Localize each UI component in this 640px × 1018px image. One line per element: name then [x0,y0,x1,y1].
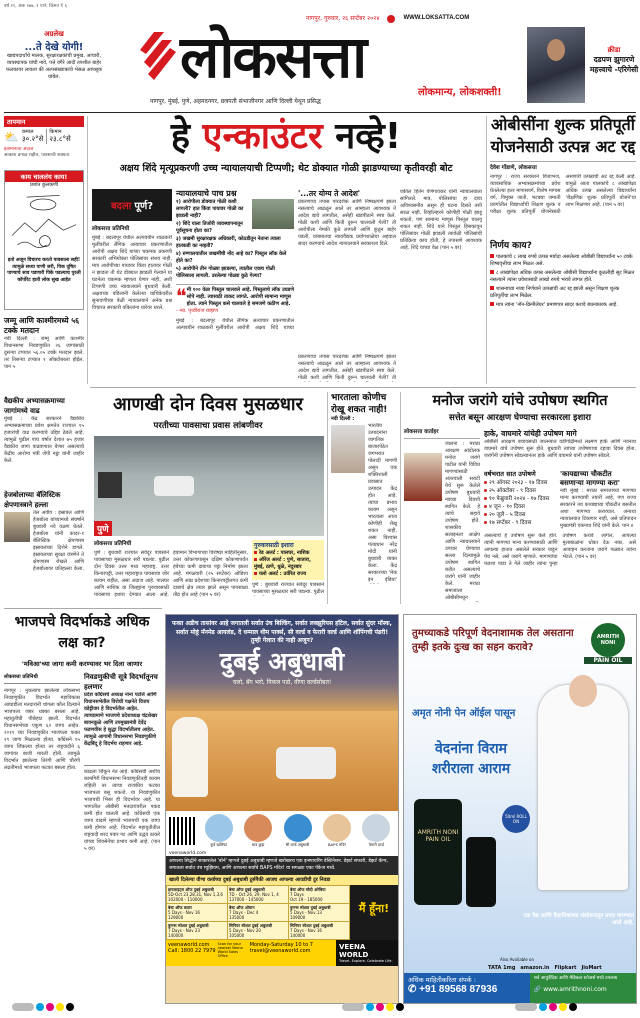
max-temp: ३०.२°से [21,135,44,143]
decision-point [490,270,636,284]
editorial-teaser[interactable] [4,30,104,81]
tour-line: 105000 [229,933,245,938]
tour-line: 135000 [229,915,245,920]
place-photo [284,814,312,842]
col2-body: प्रकरणाचा तपास पारदर्शक आणि निष्पक्षपणे झाला नसल्याचे आढळून आले तर आम्हाला आवश्यक ते आदेश द्यावे लागतील, असेही खंडपीठाने स्पष्ट केले. गोळी कशी आणि किती दुरून चालवली गेली? ती आरोपीला नेमकी कुठे लागली आणि कुठून बाहेर पडली, याबाबतचा न्यायवैद्यक प्रयोगशाळेचा अहवाल सादर करण्याचे आदेश न्यायालयाने सरकारला दिले. [298,199,396,247]
modi-story[interactable] [331,392,397,584]
place-thumb [318,814,355,848]
tour-line: Oct 19 - 185000 [290,897,323,902]
place-thumb [200,814,237,848]
alert-item [254,550,322,557]
place-photo [205,814,233,842]
cartoon-author: प्रशांत कुलकर्णी [30,182,58,188]
cm-title: 'कायद्याच्या चौकटीत बसणाऱ्या मागण्या करा' [560,470,620,487]
cartoon-box[interactable] [4,170,84,310]
city-tag: पुणे [94,521,112,536]
tour-line: 5 Days - Nov 20 [229,928,261,933]
timeline-item [484,511,554,519]
modi-headline: भारताला कोणीच रोखू शकत नाही! [331,393,388,415]
jarange-tail: असल्याचे हे उपोषण सुरू केले होते. त्यांनी मागण्या मान्य करण्यासाठी आणि आपल्या हातात असलेले सरकार पाडून पेच नसे, असे जरांगे म्हणाले. मागण्यांचा फडशा पाडा ते गेले जाहीर त्यांना पुन्हा उपोषण करावे लागेल, आपल्या मुलाबाळांना धोका देऊ नका, असे आवाहन करतांना जरांगे गळ्यात त्यांना भेटले. (पान ५ वर) [484,533,636,567]
bullet-icon [484,489,487,492]
tour-line: बेस्ट ऑफ ओमान [229,905,255,910]
jarange-byline: लोकसत्ता वार्ताहर [404,428,480,439]
rain-body: पुणे : बुधवारी राज्यात सर्वदूर पावसाने पावसाच्या मुसळधार सरी पडल्या. पुढील दोन दिवस उत्तर मध्य महाराष्ट्र, उत्तर किनारपट्टी, उत्तर महाराष्ट्रात पावसाचा जोर कायम राहील, असा अंदाज आहे. पालघर आणि नाशिक या जिल्ह्यांना गुरुवारसाठी पावसाचा इशारा देण्यात आला आहे. हवामान विभागाच्या विशेषज्ञ माहितीनुसार, उत्तर कोकणापासून दक्षिण कोकणापर्यंत हवेच्या कमी दाबाचा पट्टा निर्माण झाला आहे. मंगळवारी (२५ सप्टेंबर) ओडिशा आणि आंध्र प्रदेशच्या किनारपट्टीलगत कमी दाबाचे क्षेत्र तयार झाले असून पावसाळा तीव्र होत आहे (पान ५ वर) [94,550,248,598]
registration-marks [12,1003,74,1011]
car-shape [154,476,194,496]
place-label: धाव क्रूझ [251,842,265,847]
section-divider [90,387,636,388]
modi-photo [331,425,365,473]
veena-world-logo: VEENA WORLD [339,943,369,959]
store-logo[interactable]: amazon.in [520,965,550,971]
bullet-icon [484,497,487,500]
tour-cell[interactable] [289,886,349,903]
editions-line: नागपूर, मुंबई, पुणे, अहमदनगर, छत्रपती संभाजीनगर आणि दिल्ली येथून प्रसिद्ध [150,98,321,105]
place-photo [244,814,272,842]
decision-title: निर्णय काय? [490,241,532,251]
questions-title: न्यायालयाचे पाच प्रश्न [176,189,237,198]
jarange-photo [404,453,442,501]
ad-site[interactable]: veenaworld.com [166,851,398,856]
tour-line: बेस्ट ऑफ दुबई अबुधाबी [229,887,265,892]
store-logo[interactable]: TATA 1mg [488,965,516,971]
tour-line: हायलाइट्स ऑफ दुबई अबुधाबी [168,887,214,892]
lead-headline[interactable] [90,112,482,162]
partly-cloudy-icon: ⛅ [4,130,19,144]
alert-text: रेड अलर्ट : पालघर, नाशिक [259,550,310,556]
rain-alert-box [252,540,324,580]
contact-bar [404,973,636,1003]
timeline-text: १० फेब्रुवारी २०२४ - १७ दिवस [489,496,550,502]
tour-line: 140000 [168,933,184,938]
brand-tagline: Travel. Explore. Celebrate Life. [339,959,393,963]
alert-list [254,550,322,578]
jarange-col [404,428,480,602]
stores-note: सर्व आयुर्वेदिक आणि मेडिकल स्टोअर्स मध्ये उपलब्ध [533,976,618,981]
tour-cell[interactable] [228,922,288,939]
obc-story [490,161,636,309]
hake-title: हाके, वाघमारे यांचेही उपोषण मागे [484,429,577,438]
bullet-icon [490,302,494,306]
tour-line: 5D-Oct 23,28,31, Nov 1,3,6 [168,892,223,897]
place-label: BAPS मंदिर [327,842,346,847]
bjp-side-title: निवडणुकीची सूत्रे विदर्भातूनच हलणार [84,673,158,691]
tour-line: 5 Days - Nov 16 [168,910,200,915]
jarange-right-column [484,429,636,568]
ad-claim: तज्ञ वैद्य आणि वैज्ञानिकांच्या संशोधनातून तयार करण्यात आले आहे. [523,913,634,926]
amrith-badge [584,623,632,664]
dateline-bar [306,14,469,23]
decision-point [490,302,636,309]
badge-logo: AMRITH NONI [591,623,625,657]
lead-col3: वकील हितेन वेणेगावकर यांनी न्यायालयाला सांगितले. मात्र, पोलिसांचा हा दावा अविश्वसनीय असून ही घटना दिसते तशी सरळ नाही. रिव्हॉल्व्हरने कोणीही गोळी झाडू शकतो, पण सामान्य माणूस पिस्तूल चालवू शकत नाही. शिंदे याने पिस्तूल हिसकावून पोलिसांवर गोळी झाडली त्यावेळी पोलिसांची प्रतिक्रिया काय होती, हे तपासणे आवश्यक आहे. शिंदे याच्या वेळ (पान ५ वर) [400,189,482,251]
product-line: अमृत नोनी पेन ऑईल पासून [412,708,516,719]
whatsapp-icon: ✆ [408,984,420,995]
badge-label: PAIN OIL [584,657,632,664]
issue-info: वर्ष ११, अंक २७७, १ पाने, किंमत ₹ ६ [4,4,68,9]
headline-part: नव्हे! [335,116,402,157]
bjp-body-2: काढला जिंकून नेत आहे. काँग्रेसची अशीच कामगिरी विधानसभा निवडणुकीतही कायम राहिली तर त्याचा राजकीय फटका भाजपला बसू शकतो. या निवडणुकीत भाजपची भिस्त ही विदर्भावर आहे. या भागातील ओबीसी मतदारांवरील पकड कमी होत चालली आहे. काँग्रेसची एक जागा वाढणे म्हणजे भाजपची एक जागा कमी होणार आहे. विदर्भात महायुतीतील राष्ट्रवादी शरद पवार गट आणि उद्धव ठाकरे यांच्या शिवसेनेचा प्रभाव कमी आहे. (पान ५ वर) [84,769,160,852]
store-logo[interactable]: Flipkart [554,965,577,971]
smoke-photo [4,512,30,542]
max-label: कमाल [21,129,34,135]
news-body: नवी दिल्ली : जम्मू आणि काश्मीर विधानसभा निवडणुकीत २६ जागांसाठी दुसऱ्या टप्प्यात ५६.०५ टक्के मतदान झाले. तर तिसऱ्या टप्प्यात १ ऑक्टोबरला होईल. पान ५ [4,336,84,370]
tour-cell[interactable] [167,922,227,939]
place-thumb [279,814,316,848]
news-headline: वैद्यकीय अभ्यासक्रमाच्या जागांमध्ये वाढ [4,397,65,415]
cm-box [560,470,636,530]
ad-scan-text: Scan for your nearest Veena World Sales Office [217,942,243,958]
point-text: मात्र त्यांना 'नॉन-क्रिमीलेयर' प्रमाणपत्र सादर करावे बंधनकारक आहे. [496,302,618,308]
place-thumb [239,814,276,848]
timeline-list [484,479,554,527]
timeline-item [484,495,554,503]
quote-text: मी १०० वेळा पिस्तूल चालवले आहे. पिस्तुलाचे लॉक उघडणे सोपे नाही. त्यासाठी ताकद लागते. आरोपी सामान्य माणूस होता. त्याने पिस्तूल कसे चालवले हे समजणे कठीण आहे. [186,287,294,307]
five-questions-box [176,189,294,281]
oil-bottle: AMRITH NONI PAIN OIL [414,799,462,905]
tour-cell[interactable] [289,904,349,921]
question-item: ४) रुग्णालयातील जखमींची नोंद आहे का? पिस्तुल लॉक केले होते का? [176,251,287,264]
high-court-photo [252,199,294,229]
tour-cell[interactable] [167,904,227,921]
news-body: मुंबई : केंद्र सरकारने वैद्यकीय अभ्यासक्रमाच्या प्रवेश क्षमतेत राज्यात १५ हजारांची वाढ करण्याचे उद्दिष्ट ठेवले आहे. त्यामुळे पुढील पाच वर्षात देशात ७५ हजार वैद्यकीय जागा वाढवण्यात येणार असल्याचे केंद्रीय आरोग्य मंत्री जेपी नड्डा यांनी जाहीर केले. [4,416,84,464]
timeline-item [484,519,554,527]
bullet-icon [484,513,487,516]
sports-title: दडपण झुगारणे महत्त्वाचे -एरिगेसी [589,55,639,74]
ad-email[interactable]: travel@veenaworld.com [249,948,311,954]
min-temp: २३.८°से [49,135,71,143]
timeline-text: २९ ऑगस्ट २०२३ - १७ दिवस [489,480,548,486]
hake-story [484,429,636,467]
tour-line: 102000 - 110000 [168,897,203,902]
bullet-icon [490,254,494,258]
suv-shape [276,747,336,779]
tagline: लोकमान्य, लोकशक्ती! [418,87,502,98]
bullet-icon [254,558,257,561]
veena-world-ad[interactable] [165,614,399,1004]
ad-tagline: चलो, बॅग भरो, निकल पडो, वीणा वर्ल्डसोबत! [232,678,332,686]
bullet-icon [254,572,257,575]
website-link[interactable]: WWW.LOKSATTA.COM [403,15,470,21]
news-body: तेल अवीव : इस्रायल आणि हेजबोला यांच्यामध्ये संघर्षाने बुधवारी नवे वळण घेतले. हेजबोला यांनी कादर-१ बॅलिस्टिक क्षेपणास्त्र इस्रायलच्या दिशेने डागले. इस्रायलच्या सुरक्षा यंत्रणेने ते क्षेपणास्त्र रोखले आणि हेजबोलावर प्रतिहल्ला केला. [33,510,84,572]
qr-code-icon[interactable] [169,817,197,845]
ad-site-link[interactable]: veenaworld.com [168,942,210,948]
headline-part: हे [170,116,190,157]
bullet-icon [484,521,487,524]
face-shape [547,39,565,61]
jarange-subhead: सत्तेत बसून आरक्षण घेण्याचा सरकारला इशारा [448,413,591,423]
bjp-subhead: 'मविआ'च्या जागा कमी करण्यावर भर दिला जाणार [21,660,143,668]
col2-body-continued: प्रकरणाचा तपास पारदर्शक आणि निष्पक्षपणे झाला नसल्याचे आढळून आले तर आम्हाला आवश्यक ते आदेश द्यावे लागतील, असेही खंडपीठाने स्पष्ट केले. गोळी कशी आणि किती दुरून चालवली गेली? ती [298,354,396,381]
point-text: ८ लाखांपेक्षा अधिक उत्पन्न असलेल्या ओबीसी विद्यार्थ्यांना कुठलीही सूट मिळत नसल्याने त्यांना प्रवेशासाठी लाखो रुपये भरावे लागत होते. [490,270,635,283]
quote-author: - न्या. पृथ्वीराज चव्हाण [176,308,218,314]
col2-title: '...तर योग्य ते आदेश' [298,189,361,198]
obc-column [490,114,636,309]
tour-line: 5 Days - Nov 13 [290,910,322,915]
place-photo [362,814,390,842]
left-news-2[interactable] [4,396,84,486]
rollon-bottle [466,837,496,907]
cartoon-title: काय चाललंय काय! [5,171,83,182]
place-label: सी वर्ल्ड अबुधाबी [285,842,310,847]
cm-body: नवी मुंबई : मराठा समाजाच्या मागण्या मान्य करण्याची तयारी आहे, पण राज्य सरकारने त्या कायद्याच्या चौकटीत बसतील अशा मागण्या कराव्यात. अन्यथा न्यायालयात टिकणार नाही, असे प्रतिपादन मुख्यमंत्री एकनाथ शिंदे यांनी केले. पान ४ [560,488,636,529]
ad-title: दुबई अबुधाबी [219,646,345,676]
question-item: २) शिंदे याला तिजोरी व्यवस्थापनातून पूर्वसूचना होता का? [176,221,243,234]
cartoon-caption: इतो अजून विचारच करतो पावसाला सही! त्यामुळे सध्या पाणी जरी, पिक दूषित पाण्याचे साव पडणारी पिके पडल्याच पुरली कॉर्पोरेट हाती लोक सुख आहेत [7,258,81,283]
rain-photo[interactable] [94,436,324,536]
place-photo [323,814,351,842]
bjp-headline[interactable]: भाजपचे विदर्भाकडे अधिक लक्ष का? [14,614,150,651]
jarange-body: जालना : मराठा आरक्षण आंदोलक मनोज जरांगे पाटील यांनी विविध मागण्यांसाठी अंतरवाली सराटी येथे सुरू केलेले उपोषण बुधवारी नवव्या दिवशी स्थगित केले. हे त्यांचे सहावे उपोषण होते. शासकीय सलाइनला आक्षेप आणि न्यायालयाने उपचार घेण्याचा सल्ला दिल्यामुळे उपोषण स्थगित करीत असल्याचे जरांगे यांनी जाहीर केले. मराठा समाजाला ओबीसीमधून [445,441,480,601]
forecast-text: आकाश ढगाळ राहील, पावसाची शक्यता. [4,153,71,158]
rain-byline: लोकसत्ता प्रतिनिधी [94,541,132,547]
tour-cell[interactable] [167,886,227,903]
question-item: ५) आरोपीने तीन गोळ्या झाडल्या, त्यातील एकच गोळी पोलिसाला लागली. उरलेल्या गोळ्या कुठे गेल्या? [176,266,275,279]
tour-line: सिनियर स्पेशल दुबई अबुधाबी [290,923,333,928]
tour-line: 137000 - 145000 [229,897,264,902]
column-divider [87,116,88,384]
tour-cell[interactable] [228,904,288,921]
registration-marks [515,1003,577,1011]
timeline-item [484,479,554,487]
tour-line: 7 Days - Dec 4 [229,910,259,915]
tour-line: 140000 [290,933,306,938]
bullet-icon [484,481,487,484]
bullet-icon [254,551,257,554]
timeline-text: ४ जून - १० दिवस [489,504,525,510]
place-label: फेरारी वर्ल्ड [368,842,384,847]
decision-point [490,286,636,300]
question-item: १) आरोपीला डोक्यात गोळी कशी लागली? हात किंवा पायावर गोळी का झाडली नाही? [176,199,244,219]
cartoon-drawing [5,188,83,254]
forecast-label: हवामानाचा अंदाज [4,147,34,152]
hake-body: ओबीसी आरक्षण बचावसाठी जालन्यात वडीगोद्रीमध्ये लक्ष्मण हाके आणि नवनाथ वाघमारे यांचे उपोषण सुरू होते. बुधवारी त्यांच्या उपोषणाचा दहावा दिवस होता. जरांगेंनी उपोषण सोडल्यानंतर हाके आणि वाघमारे यांनी उपोषण सोडले. [484,439,636,459]
quote-mark-icon: ❝ [176,284,187,308]
bjp-sidebar [84,672,160,993]
available-label: Also Available on [500,957,535,962]
tour-line: 7 Days - Nov 16 [290,928,322,933]
graphic-label: पूर्ण? [134,201,154,212]
bjp-side-body: प्रदेश काँग्रेसचे अध्यक्ष नाना पटोले आणि विधानसभेतील विरोधी पक्षनेते विजय वडेट्टीवार हे विदर्भातील आहेत. त्याचप्रमाणे भाजपचे प्रदेशाध्यक्ष चंद्रशेखर बावनकुळे आणि उपमुख्यमंत्री देवेंद्र फडणवीस हे सुद्धा विदर्भातीलच आहेत. त्यामुळे आगामी विधानसभा निवडणुकीचे केंद्रबिंदू हे विदर्भच राहणार आहे. [84,692,158,747]
bjp-body: नागपूर : नुकत्याच झालेल्या लोकसभा निवडणुकीत विदर्भात महाविकास आघाडीला मतदारांनी चांगला कौल दिल्याने भाजपला जबर धक्का बसला आहे. महायुतीची पीछेहाट झाली. विदर्भात विधानसभेच्या एकूण ६२ जागा आहेत. २०१९ च्या निवडणुकीत भाजपला फक्त २९ जागा मिळाल्या होत्या. काँग्रेसने १५ जागा जिंकल्या होत्या तर राष्ट्रवादीने ६ जागांवर बाजी मारली होती. त्यामुळे विदर्भात झालेल्या तिरंगी आणि चौरंगी लढतींमध्ये भाजपला फटका बसला होता. [4,688,80,771]
bjp-byline: लोकसत्ता प्रतिनिधी [4,674,80,684]
rain-subhead: परतीच्या पावसाचा प्रवास लांबणीवर [153,421,263,431]
tour-line: 7 Days [290,892,304,897]
tour-line: वुमन्स स्पेशल दुबई अबुधाबी [168,923,209,928]
obc-body: नागपूर : राज्य सरकारने विजाभज, व्यावसायिक अभ्यासक्रमांच्या प्रवेश घेतलेल्या इतर मागासवर्ग, विशेष मागास वर्ग, विमुक्त जाती, भटक्या जमाती प्रवर्गातील विद्यार्थ्यांची शिक्षण शुल्क व परीक्षा शुल्क प्रतिपूर्ती योजनेसाठी असणारी उत्पन्नाची अट रद्द केली आहे. यामुळे आता पालकांचे ८ लाखांपेक्षा अधिक उत्पन्न असलेल्या विद्यार्थ्यांना 'शैक्षणिक शुल्क प्रतिपूर्ती योजने'चा लाभ मिळणार आहे. (पान ५ वर) [490,174,636,215]
masthead-logo[interactable]: लोकसत्ता [180,23,366,91]
tour-line: 7D - Oct 26, 29, Nov 1, 4 [229,892,279,897]
timeline-item [484,487,554,495]
contact-label: अधिक माहितीकरिता संपर्क : [408,976,476,984]
rollon-badge: 50ml ROLL ON [502,805,530,833]
teaser-text: खाद्यपदार्थांचे मालक, सुरक्षारक्षकांची प्रमुख, आचारी, व्यवस्थापक यांची नावे, पत्ते वगैरे आदी तपशील बाहेर फलकावर लावला की अल्पसंख्याकांचे भेसळ आपसूक थांबेल. [6,53,102,80]
man-shape [172,717,208,797]
judge-quote [176,284,294,315]
tour-line: बेस्ट ऑफ कतार [168,905,192,910]
teaser-title: ...ते देखे योगी! [24,42,84,53]
rain-body-tail: पुणे : बुधवारी राज्यात सर्वदूर पावसाने पावसाच्या मुसळधार सरी पडल्या. पुढील [252,582,324,595]
point-text: शासनाच्या नव्या निर्णयाने उत्पन्नाची अट रद्द झाली असून शिक्षण शुल्क प्रतिपूर्तीचा लाभ मिळेल. [490,286,620,299]
news-headline: जम्मू आणि काश्मीरमध्ये ५६ टक्के मतदान [4,316,79,335]
lead-subhead: अक्षय शिंदे मृत्यूप्रकरणी उच्च न्यायालयाची टिप्पणी; थेट डोक्यात गोळी झाडण्याच्या कृतीवरही बोट [119,163,453,174]
tour-line: 7 Days - Nov 23 [168,928,200,933]
amrith-noni-ad[interactable] [403,614,637,1004]
weather-box [4,116,84,158]
tour-line: 109000 [290,915,306,920]
question-item: ३) जखमी सुरक्षारक्षक अधिकारी, कोठडीतून नेताना त्याला हातकडी का नव्हती? [176,236,281,249]
alert-title: गुरुवारसाठी इशारा [254,542,294,549]
ad-intro: फक्त अडीच तासांवर आहे जगातली सर्वात उंच बिल्डिंग, सर्वात लक्झुरियस हॉटेल, सर्वात सुंदर मॉस्क, सर्वात मोठ्ठं मॅनमेड आयलंड, दे धम्माल थीम पार्क्स, सी वर्ल्ड व फेरारी वर्ल्ड आणि शॉपिंगची पंढरी! तुम्ही गेलात की नाही अजून? [172,620,392,644]
modi-body: भारतीय उत्पादनांना जागतिक बाजारपेठेत जगभरात पोलादी मागणी असून एक शक्तिशाली प्रवासात उत्पादन केंद्र होत आहे. त्यांचा प्रभाव कायम असून भारताला आता कोणीही रोखू शकत नाही, असा विश्वास पंतप्रधान नरेंद्र मोदी यांनी बुधवारी व्यक्त केला. केंद्र सरकारच्या 'मेक इन इंडिया' [368,423,397,583]
lead-middle-column [176,189,294,332]
ad-description: आपल्या सिद्धीने साकारलेलं 'बोर्न' म्हणजे दुबई अबुधाबी म्हणजे खरोखरच एक इन्स्पायरिंग डेस्टिनेशन. डेझर्ट सफारी, डेझर्ट कॅम्प, जगातला सर्वात उंच म्युझियम, आणि आपल्या सर्वांचे BAPS मंदिर! या सगळ्या एका पॅकेज मध्ये. [166,856,398,875]
ad-slogan: वेदनांना विराम शरीराला आराम [431,741,511,777]
place-label: बुर्ज खलिफा [210,842,228,847]
loksatta-badge-icon [387,15,395,23]
left-news-3[interactable] [4,490,84,573]
weather-title: तापमान [4,116,84,127]
registration-marks [342,1003,404,1011]
left-news-column [4,316,84,573]
alert-text: ऑरेंज अलर्ट : पुणे, सातारा, मुंबई, ठाणे, धुळे, नंदुरबार [254,557,311,570]
tour-line: 129000 [168,915,184,920]
section-divider [4,608,162,609]
store-logo[interactable]: JioMart [581,965,602,971]
ad-mascot-text: मैं हूँना! [350,885,398,940]
alert-item [254,557,322,571]
rain-headline[interactable]: आणखी दोन दिवस मुसळधार [113,394,303,415]
jarange-headline[interactable]: मनोज जरांगे यांचे उपोषण स्थगित [432,393,608,409]
left-news-1[interactable] [4,316,84,392]
car-shape [98,472,122,498]
ad-hours: Monday-Saturday 10 to 7 [249,942,313,948]
sports-teaser[interactable] [588,46,640,75]
tour-line: बेस्ट ऑफ सौदी अरेबिया [290,887,326,892]
headline-red-part: एन्काउंटर [202,116,323,157]
timeline-title: वर्षभरात सात उपोषणे [484,470,536,478]
logo-stripes-icon [140,32,176,82]
website[interactable]: 🔗 www.amrithnoni.com [533,986,607,993]
man-in-kurta [538,685,628,890]
lead-col2 [298,189,396,346]
rain-right-column [252,540,324,596]
min-label: किमान [49,129,62,135]
decision-point [490,254,636,268]
tour-cell[interactable] [289,922,349,939]
tour-line: वुमन्स स्पेशल दुबई अबुधाबी [290,905,331,910]
timeline-text: २५ ऑक्टोबर - ९ दिवस [489,488,536,494]
alert-text: यलो अलर्ट : उर्वरित राज्य [259,571,307,577]
alert-item [254,571,322,578]
ad-question: तुमच्याकडे परिपूर्ण वेदनाशामक तेल असताना तुम्ही इतके दुःख का सहन करावे? [412,628,574,653]
obc-headline[interactable]: ओबीसींना शुल्क प्रतिपूर्ती योजनेसाठी उत्पन्न अट रद्द [490,115,636,156]
link-icon: 🔗 [533,986,544,993]
bullet-icon [484,505,487,508]
chess-player-photo[interactable] [527,27,585,103]
lead-body: मुंबई : बदलापूर येथील अल्पवयीन शाळकरी मुलींवरील लैंगिक अत्याचार प्रकरणातील आरोपी अक्षय शिंदे याच्या चकमक प्रकरणी सरकारी अभियोक्ता पोलिसांवर संशय नाही, मात्र आरोपीच्या पायावर किंवा हातावर गोळी न झाडता ती थेट डोक्यात झाडली गेल्याने या घटनेला चकमक म्हणता येणार नाही, अशी टिप्पणी उच्च न्यायालयाने बुधवारी केली. अक्षयच्या वडिलांनी केलेल्या याचिकेवरील सुनावणीच्या वेळी न्यायालयाने अनेक प्रश्न विचारत सरकारी वकिलांना धारेवर धरले. [92,235,172,311]
ad-phone[interactable]: Call: 1800 22 7979 [168,948,216,954]
timeline-item [484,503,554,511]
timeline-text: २० जुलै - ५ दिवस [489,512,526,518]
column-divider [400,392,401,604]
timeline-text: १७ सप्टेंबर - ९ दिवस [489,520,532,526]
tour-line: सिनियर स्पेशल दुबई अबुधाबी [229,923,272,928]
desert-photo [166,711,398,811]
point-text: पालकांचे ८ लाख रुपये उत्पन्न मर्यादा असलेल्या ओबीसी विद्यार्थ्यांना ५० टक्के शिष्यवृत्तीचा लाभ मिळत असे. [490,254,633,267]
dateline: नागपूर, गुरुवार, २६ सप्टेंबर २०२४ [306,15,380,22]
column-divider [327,392,328,604]
teaser-kicker: अग्रलेख [44,30,64,38]
ad-cta: खाली दिलेल्या वीणा वर्ल्डच्या दुबई अबुधाबी टूर्सपैकी आजच आपल्या आवडीची टूर निवडा [166,875,398,885]
sports-kicker: क्रीडा [607,46,621,54]
lead-byline: लोकसत्ता प्रतिनिधी [92,226,130,232]
obc-byline: देवेश गोंडाणे, लोकसत्ता [490,165,537,171]
bullet-icon [490,286,494,290]
fast-timeline [484,470,554,527]
revenge-graphic [92,189,172,221]
bullet-icon [490,270,494,274]
tour-cell[interactable] [228,886,288,903]
news-headline: हेजबोलाच्या बॅलिस्टिक क्षेपणास्त्राने हल्ला [4,491,61,509]
decision-points [490,254,636,309]
contact-phone[interactable]: ✆ +91 89568 87936 [408,984,498,995]
column-divider [486,116,487,384]
graphic-label: बदला [110,201,132,212]
modi-dateline: नवी दिल्ली : [331,416,355,422]
place-thumb [358,814,395,848]
lead-body-continued: मुंबई : बदलापूर येथील अल्पवयीन शाळकरी मुलींवरील लैंगिक अत्याचार प्रकरणातील आरोपी अक्षय शिंदे याच्या [176,318,294,331]
